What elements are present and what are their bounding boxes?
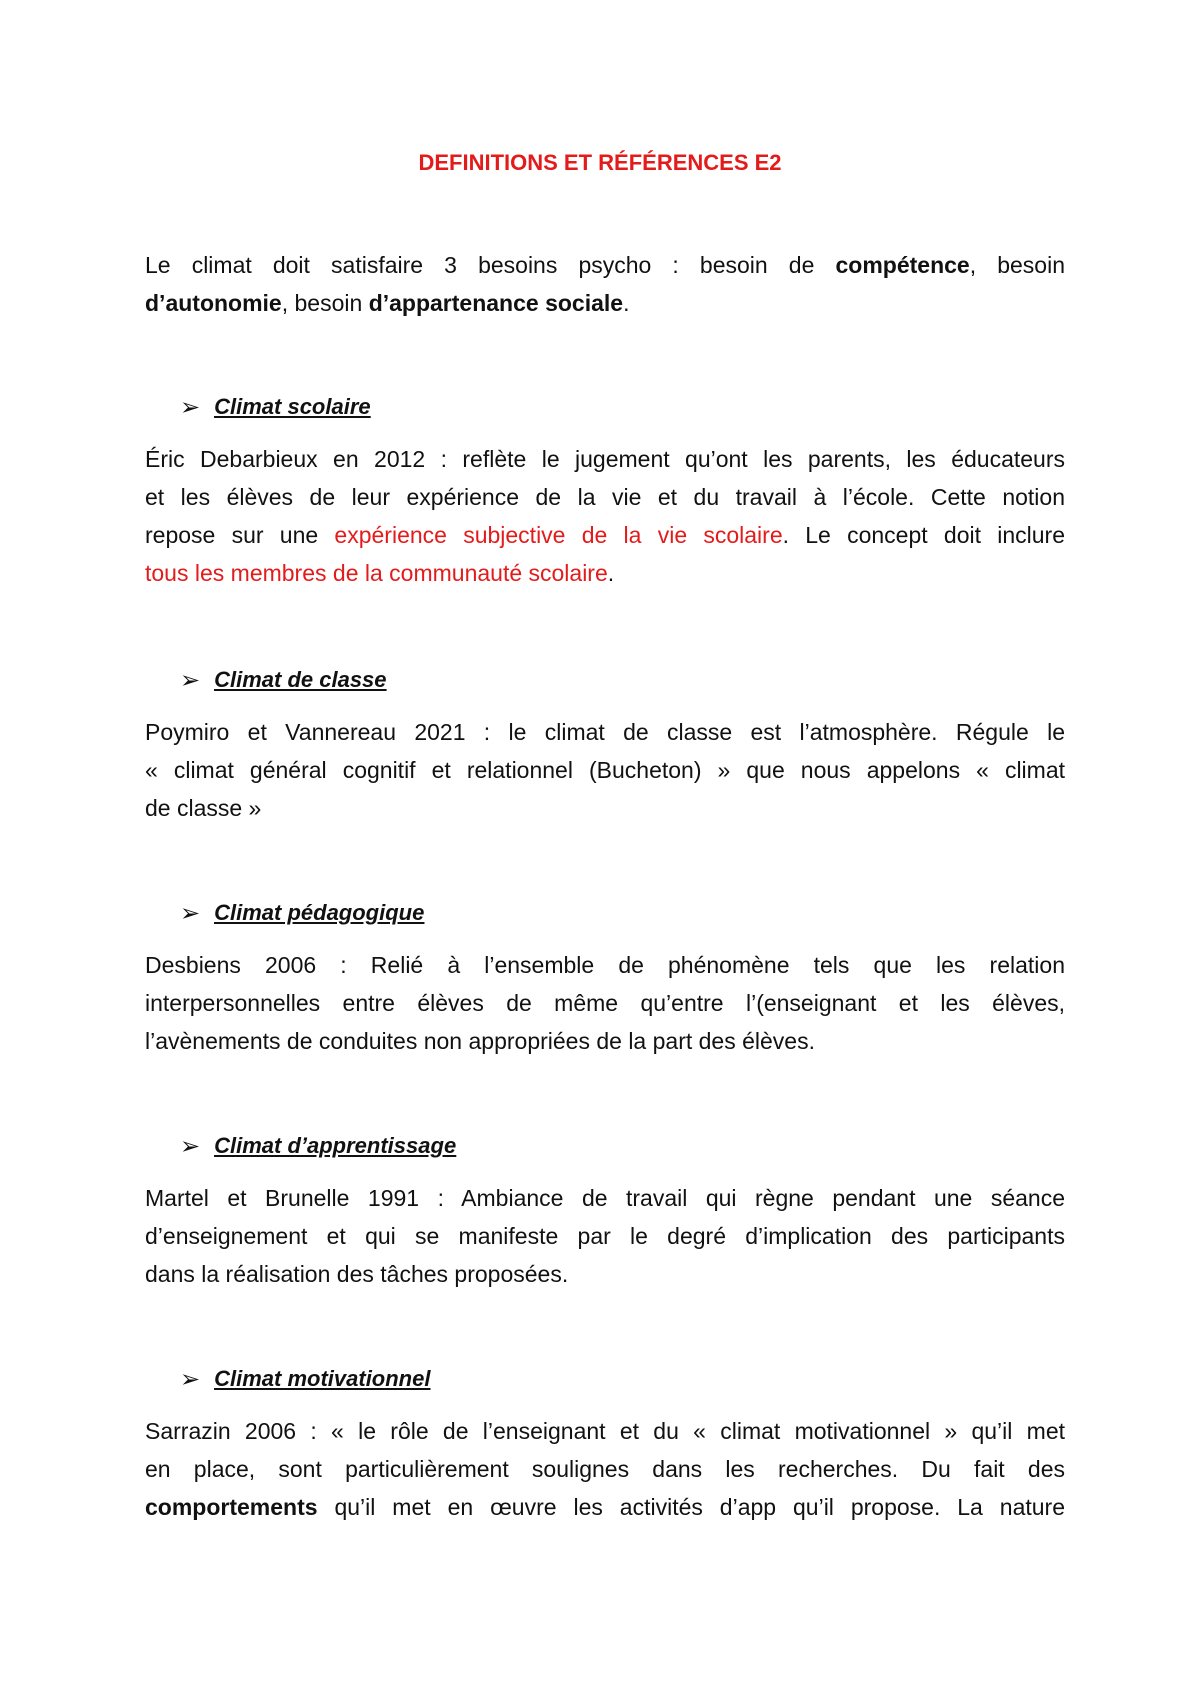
section-heading-climat-de-classe: ➢ Climat de classe <box>180 667 387 694</box>
page-title: DEFINITIONS ET RÉFÉRENCES E2 <box>418 150 782 175</box>
body-line: interpersonnelles entre élèves de même qu’entre l’(enseignant et les élèves, <box>145 990 1065 1016</box>
body-line: l’avènements de conduites non appropriées de la part des élèves. <box>145 1028 815 1054</box>
intro-line: d’autonomie, besoin d’appartenance sociale. <box>145 290 630 316</box>
arrow-bullet-icon: ➢ <box>180 900 201 927</box>
body-line: d’enseignement et qui se manifeste par le degré d’implication des participants <box>145 1223 1065 1249</box>
arrow-bullet-icon: ➢ <box>180 394 201 421</box>
section-body-climat-motivationnel <box>145 1412 1065 1526</box>
body-line: dans la réalisation des tâches proposées. <box>145 1261 569 1287</box>
section-heading-climat-motivationnel: ➢ Climat motivationnel <box>180 1366 431 1393</box>
arrow-bullet-icon: ➢ <box>180 1366 201 1393</box>
body-line: tous les membres de la communauté scolaire. <box>145 560 615 586</box>
body-line: et les élèves de leur expérience de la vie et du travail à l’école. Cette notion <box>145 484 1065 510</box>
body-line: Desbiens 2006 : Relié à l’ensemble de phénomène tels que les relation <box>145 952 1065 978</box>
section-heading-climat-apprentissage: ➢ Climat d’apprentissage <box>180 1133 457 1160</box>
section-body-climat-apprentissage <box>145 1179 1065 1293</box>
arrow-bullet-icon: ➢ <box>180 667 201 694</box>
intro-line: Le climat doit satisfaire 3 besoins psycho : besoin de compétence, besoin <box>145 252 1065 278</box>
body-line: en place, sont particulièrement soulignes dans les recherches. Du fait des <box>145 1456 1065 1482</box>
body-line: de classe » <box>145 795 262 821</box>
section-body-climat-de-classe <box>145 713 1065 827</box>
body-line: comportements qu’il met en œuvre les activités d’app qu’il propose. La nature <box>145 1494 1065 1520</box>
body-line: Martel et Brunelle 1991 : Ambiance de travail qui règne pendant une séance <box>145 1185 1065 1211</box>
highlighted-text: tous les membres de la communauté scolaire <box>145 560 608 586</box>
intro-paragraph <box>145 246 1065 322</box>
highlighted-text: expérience subjective de la vie scolaire <box>334 522 783 548</box>
section-body-climat-scolaire <box>145 440 1065 592</box>
body-line: Sarrazin 2006 : « le rôle de l’enseignant et du « climat motivationnel » qu’il met <box>145 1418 1065 1444</box>
arrow-bullet-icon: ➢ <box>180 1133 201 1160</box>
body-line: repose sur une expérience subjective de la vie scolaire. Le concept doit inclure <box>145 522 1065 548</box>
section-heading-climat-pedagogique: ➢ Climat pédagogique <box>180 900 425 927</box>
section-body-climat-pedagogique <box>145 946 1065 1060</box>
body-line: « climat général cognitif et relationnel (Bucheton) » que nous appelons « climat <box>145 757 1065 783</box>
body-line: Éric Debarbieux en 2012 : reflète le jugement qu’ont les parents, les éducateurs <box>145 446 1065 472</box>
section-heading-climat-scolaire: ➢ Climat scolaire <box>180 394 371 421</box>
body-line: Poymiro et Vannereau 2021 : le climat de classe est l’atmosphère. Régule le <box>145 719 1065 745</box>
